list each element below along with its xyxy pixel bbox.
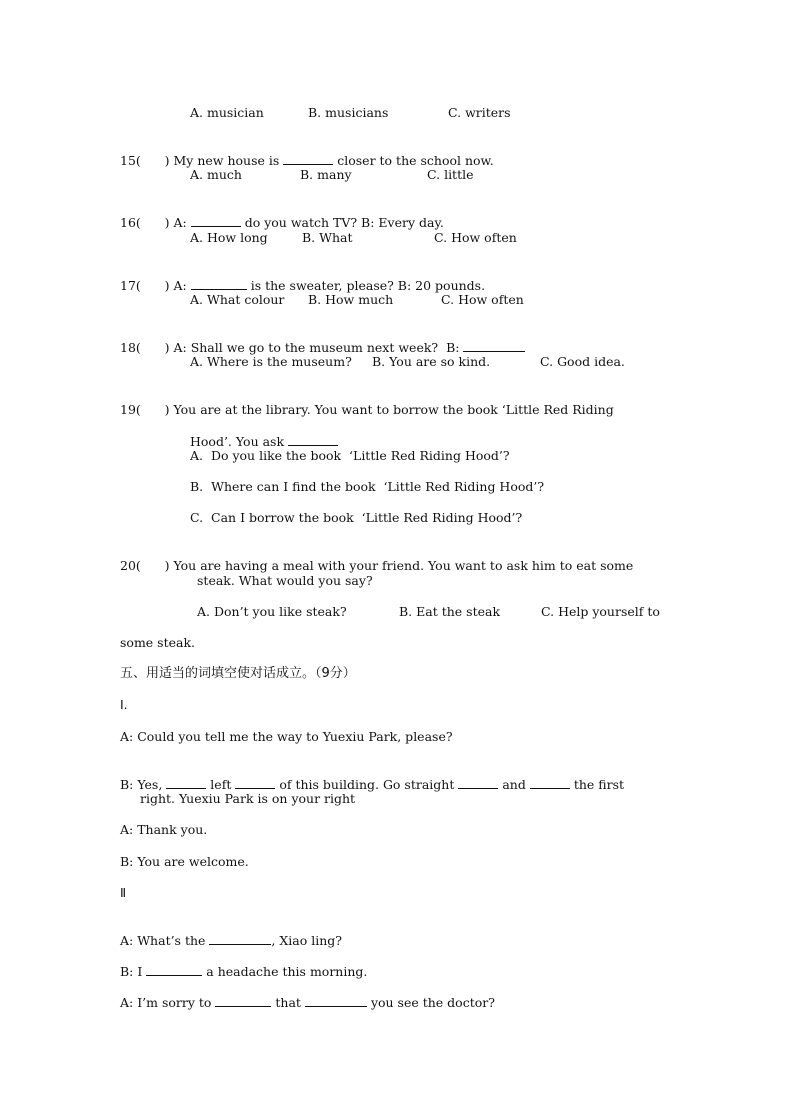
q16-text-post: do you watch TV? B: Every day. [244,215,444,230]
part2-blank-2 [146,963,202,976]
q20-option-c: C. Help yourself to [541,604,660,619]
part1-line5: B: You are welcome. [120,854,249,869]
part2-line3-a: A: I’m sorry to [120,995,212,1010]
q19-text-line2: Hood’. You ask [190,434,285,449]
part2-blank-3 [215,994,271,1007]
q20-text-line2: steak. What would you say? [197,573,373,588]
q19-option-a: A. Do you like the book ‘Little Red Riding Hood’? [190,448,510,463]
q17-option-c: C. How often [441,292,524,307]
q17-option-a: A. What colour [190,292,285,307]
part2-line2-a: B: I [120,964,143,979]
q18-option-a: A. Where is the museum? [190,354,352,369]
q19-question [120,386,614,418]
q19-option-c: C. Can I borrow the book ‘Little Red Riding Hood’? [190,510,523,525]
part1-line2 [120,760,624,793]
part1-line1: A: Could you tell me the way to Yuexiu Park, please? [120,729,453,744]
q15-option-a: A. much [190,167,242,182]
part2-line3 [120,978,495,1011]
q19-paren: ( ) [135,402,170,417]
q14-option-a: A. musician [190,105,264,120]
part2-blank-1 [209,932,271,945]
q15-option-b: B. many [300,167,352,182]
part1-line2-b: left [210,777,232,792]
q19-text-line1: You are at the library. You want to borrow the book ‘Little Red Riding [173,402,614,417]
q15-paren: ( ) [135,153,170,168]
q16-option-b: B. What [302,230,353,245]
part2-label: Ⅱ [120,885,127,900]
q16-text-pre: A: [173,215,187,230]
part2-line2 [120,947,367,980]
q20-text-line1: You are having a meal with your friend. You want to ask him to eat some [173,558,634,573]
part2-blank-4 [305,994,367,1007]
q17-text-pre: A: [173,278,187,293]
q18-option-b: B. You are so kind. [372,354,491,369]
q18-number: 18 [120,340,136,355]
part1-blank-2 [235,776,275,789]
part2-line2-b: a headache this morning. [206,964,368,979]
part2-line1 [120,916,342,949]
q16-option-c: C. How often [434,230,517,245]
q16-option-a: A. How long [190,230,268,245]
part1-blank-3 [458,776,498,789]
q15-number: 15 [120,153,136,168]
q17-text-post: is the sweater, please? B: 20 pounds. [250,278,486,293]
part1-line3: right. Yuexiu Park is on your right [140,791,356,806]
q17-number: 17 [120,278,136,293]
part1-line4: A: Thank you. [120,822,208,837]
q20-number: 20 [120,558,136,573]
q17-question [120,261,485,294]
q16-paren: ( ) [135,215,170,230]
part1-line2-a: B: Yes, [120,777,163,792]
q20-paren: ( ) [135,558,170,573]
part2-line1-b: , Xiao ling? [271,933,342,948]
q18-blank [463,339,525,352]
q18-option-c: C. Good idea. [540,354,625,369]
q15-question [120,136,494,169]
q18-text-pre: A: Shall we go to the museum next week? B: [173,340,460,355]
section5-heading: 五、用适当的词填空使对话成立。（9分） [120,666,356,681]
q15-text-pre: My new house is [173,153,280,168]
q18-paren: ( ) [135,340,170,355]
q16-number: 16 [120,215,136,230]
part2-line1-a: A: What’s the [120,933,206,948]
q19-option-b: B. Where can I find the book ‘Little Red Riding Hood’? [190,479,545,494]
q18-question [120,323,525,356]
q16-blank [191,214,241,227]
q15-option-c: C. little [427,167,474,182]
q17-option-b: B. How much [308,292,394,307]
part1-line2-d: and [502,777,526,792]
part1-label: Ⅰ. [120,697,128,712]
part1-blank-1 [166,776,206,789]
part2-line3-b: that [275,995,301,1010]
q15-text-post: closer to the school now. [337,153,494,168]
q14-option-b: B. musicians [308,105,389,120]
q17-paren: ( ) [135,278,170,293]
q15-blank [283,152,333,165]
q20-option-c-cont: some steak. [120,635,195,650]
part1-line2-e: the first [573,777,625,792]
q20-option-a: A. Don’t you like steak? [197,604,347,619]
q16-question [120,198,444,231]
part1-blank-4 [530,776,570,789]
part2-line3-c: you see the doctor? [370,995,495,1010]
q20-question [120,542,633,574]
q19-question-cont [190,417,338,450]
q17-blank [191,277,247,290]
q19-number: 19 [120,402,136,417]
q14-option-c: C. writers [448,105,511,120]
q19-blank [288,433,338,446]
part1-line2-c: of this building. Go straight [279,777,455,792]
q20-option-b: B. Eat the steak [399,604,501,619]
